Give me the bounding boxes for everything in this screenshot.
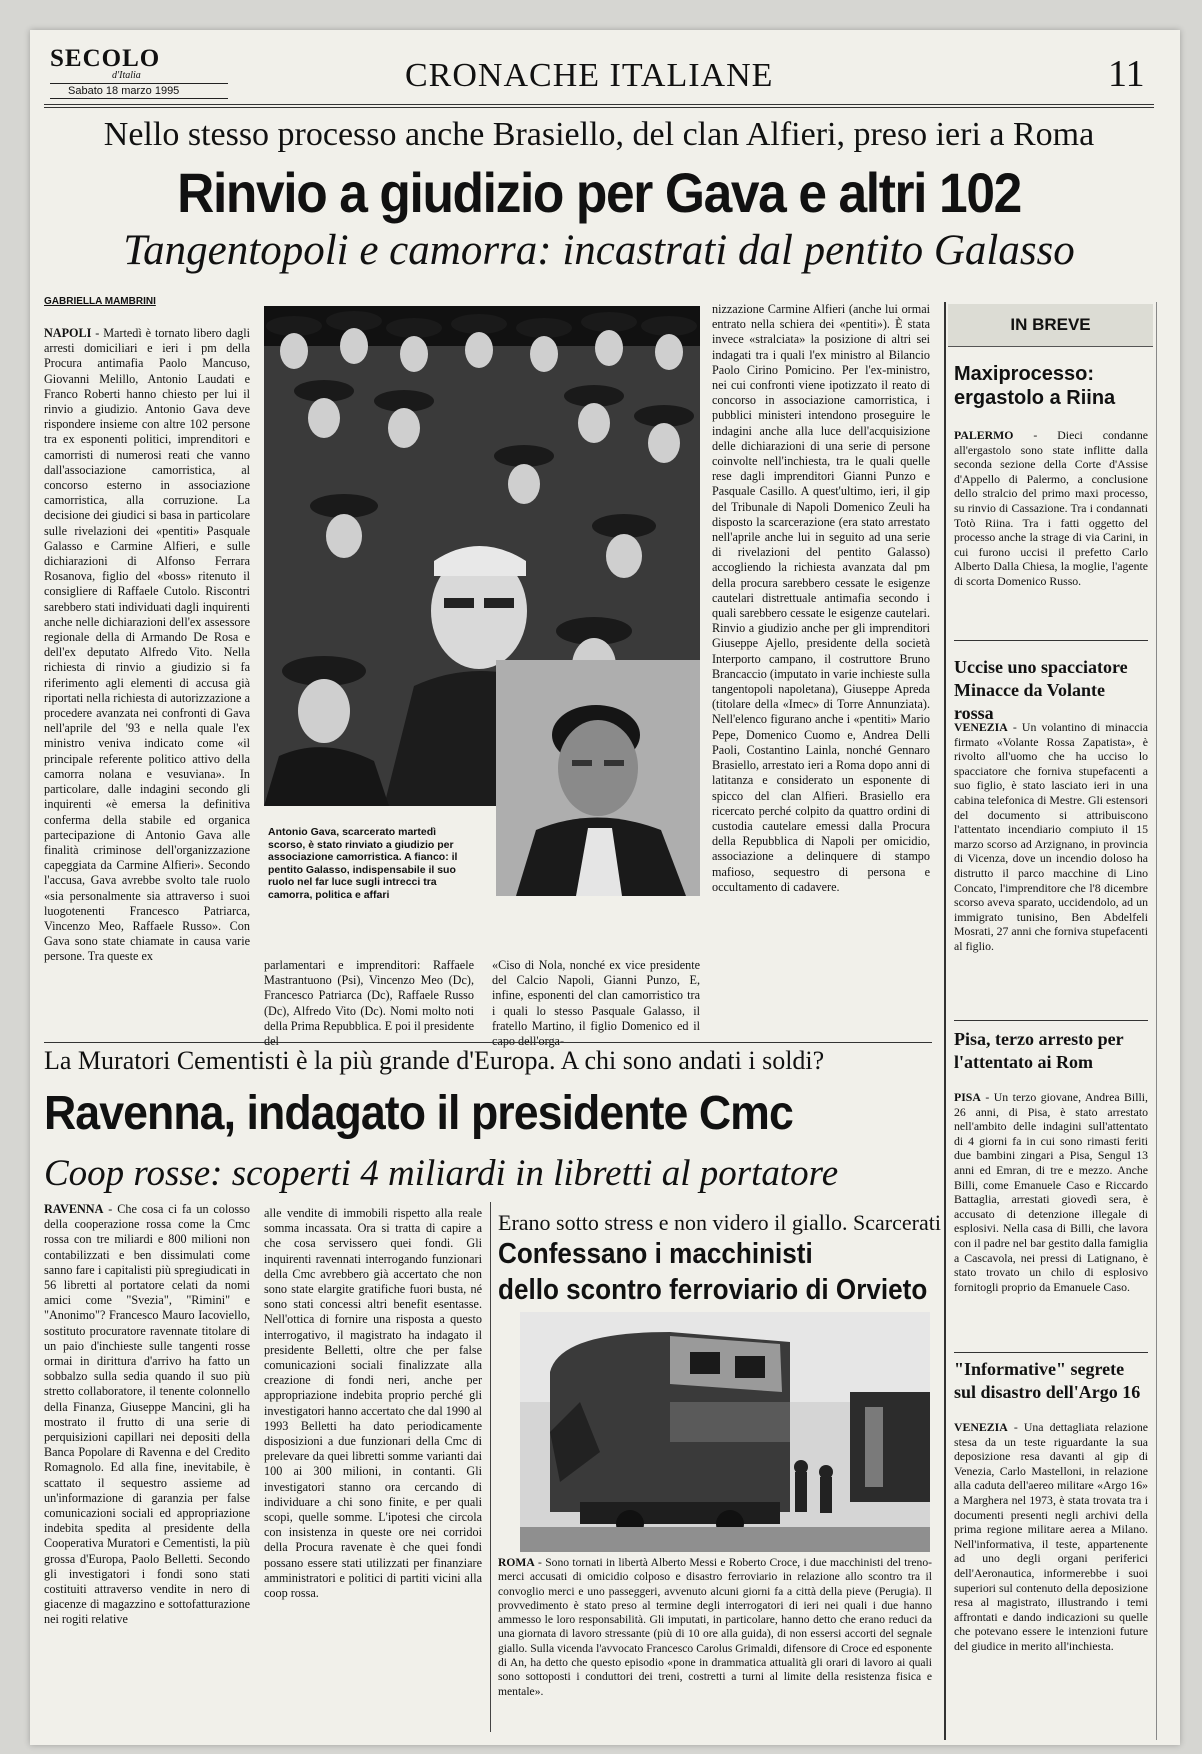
- article3-headline-line-2: dello scontro ferroviario di Orvieto: [498, 1274, 928, 1306]
- article1-column-1: [44, 326, 250, 1036]
- article3-divider: [490, 1202, 491, 1732]
- brief-1-headline: Maxiprocesso: ergastolo a Riina: [954, 363, 1116, 409]
- newspaper-logo: SECOLO: [50, 45, 161, 72]
- brief-1-dateline: PALERMO: [954, 428, 1014, 442]
- article2-kicker: La Muratori Cementisti è la più grande d'Europa. A chi sono andati i soldi?: [44, 1046, 825, 1075]
- article3-kicker: Erano sotto stress e non videro il giallo. Scarcerati: [498, 1210, 941, 1235]
- photo-train-crash-image: [520, 1312, 930, 1552]
- brief-divider: [954, 1020, 1148, 1021]
- article2-rule: [44, 1042, 932, 1043]
- brief-3-text: - Un terzo giovane, Andrea Billi, 26 anni, di Pisa, è stato arrestato nell'ambito delle indagini sull'attentato di 4 giorni fa in cui sono rimasti feriti due bambini zingari a Pisa, Sengul 13 anni ed Emran, di tre e mezzo. Anche Billi, come Emanuele Caso e Riccardo Battaglia, arrestati giovedì sera, è accusato di detenzione illegale di esplosivi. Nella casa di Billi, che lavora con il padre nel bar gestito dalla famiglia a Cascavola, nei pressi di Latignano, è stato trovato un chilo di esplosivo fornitogli proprio da Emanuele Caso.: [954, 1090, 1148, 1294]
- issue-date: Sabato 18 marzo 1995: [50, 83, 228, 99]
- article3-headline-line-1: Confessano i macchinisti: [498, 1238, 813, 1270]
- masthead: [50, 46, 250, 99]
- photo-galasso-image: [496, 660, 700, 896]
- article3-body: [498, 1556, 932, 1734]
- article3-body-text: - Sono tornati in libertà Alberto Messi e Roberto Croce, i due macchinisti del treno-merci accusati di omicidio colposo e disastro ferroviario in relazione allo scontro tra il convoglio merci e uno passeggeri, avvenuto alcuni giorni fa a città della pieve (Perugia). Il provvedimento è stato preso al termine degli interrogatori di ieri nei quali i due hanno ammesso le loro responsabilità. Gli imputati, in particolare, hanno detto che erano reduci da una giornata di lavoro stressante (più di 10 ore alla guida), di non essersi accorti del segnale giallo. Sulla vicenda l'avvocato Francesco Carolus Grimaldi, difensore di Croce ed esponente di An, ha detto che questo episodio «pone in drammatica attualità gli orari di lavoro ai quali sono sottoposti i conduttori dei treni, costretti a turni al limite della resistenza fisica e mentale».: [498, 1556, 932, 1698]
- article2-subhead: Coop rosse: scoperti 4 miliardi in libretti al portatore: [44, 1153, 839, 1194]
- brief-divider: [954, 1352, 1148, 1353]
- article1-byline: GABRIELLA MAMBRINI: [44, 296, 156, 307]
- article1-photo-caption: Antonio Gava, scarcerato martedì scorso, è stato rinviato a giudizio per associazione camorristica. A fianco: il pentito Galasso, indispensabile il suo ruolo nel far luce sugli intrecci tra camorra, politica e affari: [268, 826, 458, 901]
- brief-4-body: [954, 1420, 1148, 1736]
- article2-dateline: RAVENNA: [44, 1202, 104, 1216]
- brief-2-text: - Un volantino di minaccia firmato «Volante Rossa Zapatista», è rivolto all'uomo che ha ucciso lo spacciatore che forniva stupefacenti a suo figlio, è stato lasciato ieri in una cabina telefonica di Mestre. Gli estensori del documento si attribuiscono l'attentato incendiario compiuto il 15 marzo scorso ad Arzignano, in provincia di Vicenza, dove un incendio doloso ha distrutto il parco macchine di Lino Concato, l'imprenditore che l'8 dicembre scorso aveva sparato, uccidendolo, ad un immigrato tunisino, Ben Abdelfeli Mosrati, 27 anni che forniva stupefacenti al figlio.: [954, 720, 1148, 953]
- brief-1-body: [954, 428, 1148, 650]
- article1-dateline: NAPOLI: [44, 326, 92, 340]
- brief-3-body: [954, 1090, 1148, 1344]
- brief-3-dateline: PISA: [954, 1090, 981, 1104]
- article1-column-1-text: - Martedì è tornato libero dagli arresti domiciliari e ieri i pm della Procura antimafia Paolo Mancuso, Giovanni Melillo, Antonio Laudati e Franco Roberti hanno chiesto per lui il rinvio a giudizio. Antonio Gava deve rispondere insieme con altre 102 persone tra ex esponenti politici, imprenditori e camorristi di numerosi reati che vanno dall'associazione camorristica, al concorso esterno in associazione camorristica, alla corruzione. La decisione dei giudici si basa in particolare sulle rivelazioni dei «pentiti» Pasquale Galasso e Carmine Alfieri, e sulle dichiarazioni di Alfonso Ferrara Rosanova, figlio del «boss» ritenuto il consigliere di Raffaele Cutolo. Riscontri sarebbero stati individuati dagli inquirenti anche nelle dichiarazioni dell'ex assessore regionale della di Armando De Rosa e dell'ex deputato Alfredo Vito. Nella richiesta di rinvio a giudizio si fa riferimento agli elementi di accusa già riportati nella richiesta di autorizzazione a procedere avanzata nei confronti di Gava nell'aprile del '93 e nella quale l'ex ministro veniva indicato come «il principale referente politico attivo della camorra nolana e vesuviana». In particolare, dalle indagini secondo gli inquirenti «è emersa la definitiva conferma della stabile ed organica partecipazione di Antonio Gava alle finalità criminose dell'organizzazione capeggiata da Carmine Alfieri». Secondo l'accusa, Gava avrebbe svolto tale ruolo «sia personalmente sia attraverso i suoi luogotenenti Francesco Patriarca, Vincenzo Meo, Raffaele Russo». Con Gava sono state chiamate in causa varie persone. Tra queste ex: [44, 326, 250, 964]
- brief-3-headline: Pisa, terzo arresto per l'attentato ai Rom: [954, 1029, 1124, 1072]
- brief-1-text: - Dieci condanne all'ergastolo sono state inflitte dalla seconda sezione della Corte d'Assise d'Appello di Palermo, a conclusione dello stralcio del primo maxi processo, su rinvio di Cassazione. Tra i condannati Totò Riina. Tra i fatti oggetto del processo anche la strage di via Carini, in cui furono uccisi il prefetto Carlo Alberto Dalla Chiesa, la moglie, l'agente di scorta Domenico Russo.: [954, 428, 1148, 588]
- section-title: CRONACHE ITALIANE: [405, 57, 774, 94]
- article1-kicker: Nello stesso processo anche Brasiello, del clan Alfieri, preso ieri a Roma: [103, 116, 1095, 153]
- brief-2-headline: Uccise uno spacciatore Minacce da Volante rossa: [954, 657, 1128, 723]
- brief-2-dateline: VENEZIA: [954, 720, 1008, 734]
- photo-train-crash: [520, 1312, 930, 1552]
- article1-column-4: nizzazione Carmine Alfieri (anche lui ormai entrato nella schiera dei «pentiti»). È stata invece «stralciata» la posizione di altri sei indagati tra i quali l'ex ministro al Bilancio Paolo Cirino Pomicino. Per l'ex-ministro, nei cui confronti viene ipotizzato il reato di concorso in associazione camorristica, i pubblici ministeri intendono proseguire le indagini anche alla luce dell'acquisizione delle dichiarazioni di una serie di persone coinvolte nell'inchiesta, tra le quali quelle rese dagli imprenditori Gianni Punzo e Pasquale Casillo. A quest'ultimo, ieri, il gip del Tribunale di Napoli Domenico Zeuli ha disposto la scarcerazione (era stato arrestato nell'aprile anche lui in seguito ad una serie di rivelazioni del pentito Galasso) accogliendo la richiesta avanzata dal pm della procura sarebbero cessate le esigenze cautelari distrettuale antimafia secondo i quali sarebbero cessate le esigenze cautelari. Rinvio a giudizio anche per gli imprenditori Giuseppe Ajello, presidente della società Interporto campano, il costruttore Bruno Brancaccio (imputato in varie inchieste sulla tangentopoli napoletana), Giuseppe Apreda (titolare della «Imec» di Torre Annunziata). Nell'elenco figurano anche i «pentiti» Mario Pepe, Domenico Cuomo e, Andrea Delli Paoli, Costantino Lainla, nonché Gennaro Brasiello, arrestato ieri a Roma dopo anni di latitanza e considerato un esponente di spicco del clan Alfieri. Brasiello era ricercato perché colpito da quattro ordini di custodia cautelare emessi dalla Procura della Repubblica di Napoli per omicidio, associazione a delinquere di stampo mafioso, sequestro di persona e occultamento di cadavere.: [712, 302, 930, 894]
- header-rule-2: [44, 107, 1154, 108]
- article3-dateline: ROMA: [498, 1556, 535, 1569]
- brief-2-body: [954, 720, 1148, 1016]
- article1-headline: Rinvio a giudizio per Gava e altri 102: [177, 161, 1021, 224]
- brief-divider: [954, 640, 1148, 641]
- article1-subhead: Tangentopoli e camorra: incastrati dal pentito Galasso: [123, 227, 1075, 274]
- article2-headline: Ravenna, indagato il presidente Cmc: [44, 1087, 793, 1140]
- brief-4-headline: "Informative" segrete sul disastro dell'Argo 16: [954, 1359, 1141, 1402]
- article1-column-2: parlamentari e imprenditori: Raffaele Mastrantuono (Psi), Vincenzo Meo (Dc), Francesco Patriarca (Dc), Raffaele Russo (Dc), Alfredo Vito (Dc). Nomi molto noti della Prima Repubblica. E poi il presidente: [264, 958, 474, 1033]
- article2-column-2: alle vendite di immobili rispetto alla reale somma incassata. Ora si tratta di capire a che cosa servissero quei fondi. Gli inquirenti ravennati interrogando funzionari della Cmc avrebbero già accertato che non sono state elargite gratifiche fuori busta, né sono stati concessi altri benefit esentasse. Nell'ottica di fornire una risposta a questo interrogativo, il magistrato ha indagato il presidente Belletti, oltre che per false comunicazioni sociali finalizzate alla creazione di fondi neri, anche per appropriazione indebita proprio perché gli investigatori hanno accertato che dal 1990 al 1993 Belletti ha dato periodicamente disposizioni a due funzionari della Cmc di prelevare da quei libretti somme varianti dai 100 ai 300 milioni, in contanti. Gli investigatori stanno ora cercando di individuare a chi sono finite, e per quali scopi, quelle somme. L'ipotesi che circola con insistenza in queste ore nei corridoi della Procura ravenate è che quei fondi possano essere stati utilizzati per finanziare amministratori e politici di partiti vicini alla coop rossa.: [264, 1206, 482, 1601]
- article1-column-3: «Ciso di Nola, nonché ex vice presidente del Calcio Napoli, Gianni Punzo, E, infine, esponenti del clan camorristico tra i quali lo stesso Pasquale Galasso, il fratello Martino, il figlio Domenico ed il: [492, 958, 700, 1033]
- header-rule: [44, 104, 1154, 105]
- brief-4-dateline: VENEZIA: [954, 1420, 1008, 1434]
- article2-column-1-text: - Che cosa ci fa un colosso della cooperazione rossa come la Cmc rossa con tre miliardi e 800 milioni non contabilizzati e ben dissimulati come sanno fare i capitalisti più spregiudicati in 56 libretti al portatore celati da nomi amici come "Svezia", "Rimini" e "Anonimo"? Francesco Mauro Iacoviello, sostituto procuratore ravennate titolare di un paio d'inchieste sulle tangenti rosse ormai in dirittura d'arrivo ha fatto un sobbalzo sulla sedia quando il suo più stretto collaboratore, il tenente colonnello della Finanza, Giuseppe Mancini, gli ha mostrato il frutto di una serie di perquisizioni capillari nei depositi della Banca Popolare di Ravenna e del Credito Romagnolo. Ed alla fine, inevitabile, è scattato il sequestro assieme ad un'informazione di garanzia per false comunicazioni sociali ed appropriazione indebita spedita al presidente della Cooperativa Muratori e Cementisti, la più grossa d'Europa, Paolo Belletti. Secondo gli investigatori i fondi sono stati costituiti attraverso vendite in nero di giacenze di magazzino e sottofatturazione nei rogiti relative: [44, 1202, 250, 1627]
- brief-4-text: - Una dettagliata relazione stesa da un teste riguardante la sua deposizione resa davanti al gip di Venezia, Carlo Mastelloni, in relazione alla caduta dell'aereo militare «Argo 16» a Marghera nel 1973, è stata trovata tra i documenti presenti negli archivi della prima regione militare aerea a Milano. Nell'informativa, il teste, appartenente ad uno degli organi periferici dell'Aeronautica, informerebbe i suoi superiori sul contenuto della deposizione resa al magistrato, illustrando i temi affrontati e dando indicazioni su quelle che potevano essere le intenzioni future del giudice in merito all'inchiesta.: [954, 1420, 1148, 1653]
- in-breve-title: IN BREVE: [948, 304, 1153, 347]
- newspaper-logo-sub: d'Italia: [112, 70, 141, 81]
- page-number: 11: [1108, 53, 1145, 95]
- article2-column-1: [44, 1202, 250, 1722]
- photo-galasso: [496, 660, 700, 896]
